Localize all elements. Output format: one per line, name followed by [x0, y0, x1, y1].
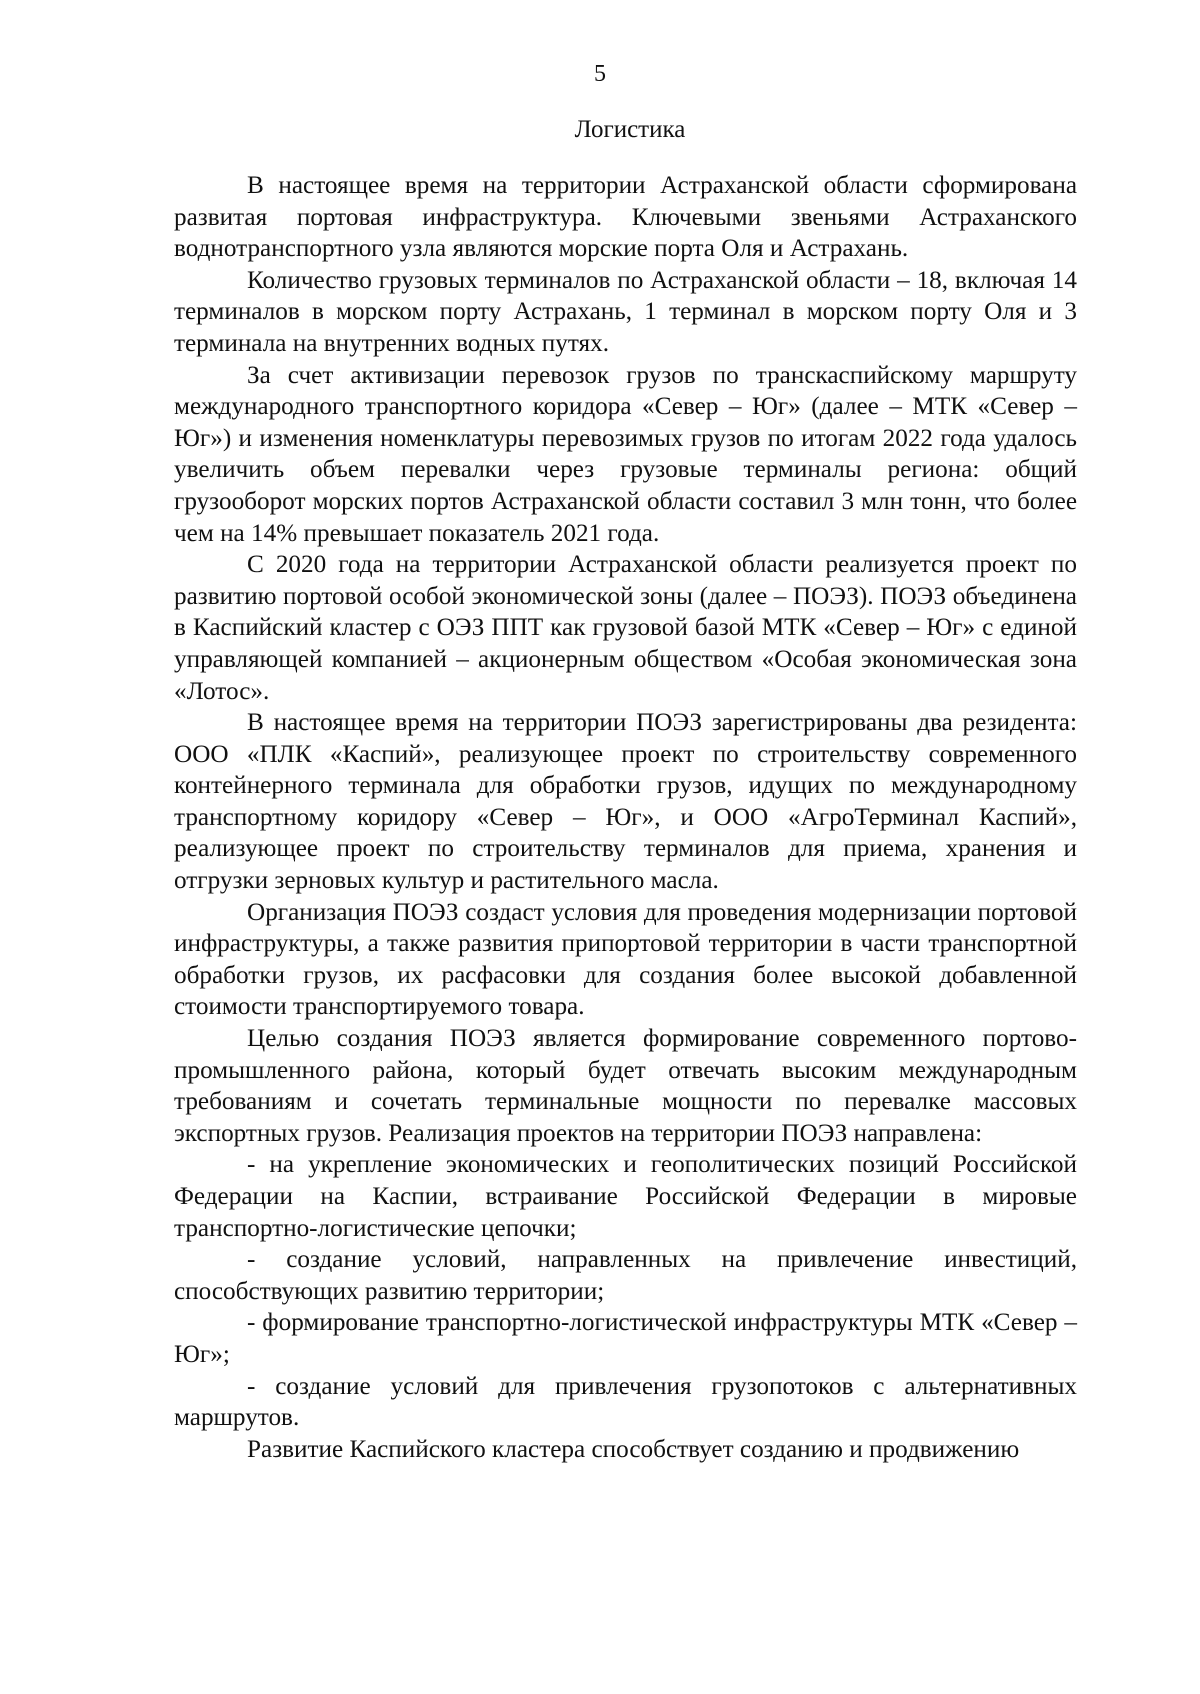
paragraph: Организация ПОЭЗ создаст условия для проведения модернизации портовой инфраструктуры, а также развития припортовой территории в части транспортной обработки грузов, их расфасовки для создания более высокой добавленной стоимости транспортируемого товара.: [174, 898, 1077, 1021]
paragraph: За счет активизации перевозок грузов по транскаспийскому маршруту международного транспортного коридора «Север – Юг» (далее – МТК «Север – Юг») и изменения номенклатуры перевозимых грузов по итогам 2022 года удалось увеличить объем перевалки через грузовые терминалы региона: общий грузооборот морских портов Астраханской области составил 3 млн тонн, что более чем на 14% превышает показатель 2021 года.: [174, 361, 1077, 547]
list-item: - создание условий, направленных на привлечение инвестиций, способствующих развитию территории;: [174, 1246, 1077, 1305]
list-item: - формирование транспортно-логистической инфраструктуры МТК «Север – Юг»;: [174, 1309, 1077, 1368]
paragraph: Целью создания ПОЭЗ является формирование современного портово-промышленного района, который будет отвечать высоким международным требованиям и сочетать терминальные мощности по перевалке массовых экспортных грузов. Реализация проектов на территории ПОЭЗ направлена:: [174, 1025, 1077, 1147]
document-body: [174, 170, 1077, 1465]
paragraph: С 2020 года на территории Астраханской области реализуется проект по развитию портовой особой экономической зоны (далее – ПОЭЗ). ПОЭЗ объединена в Каспийский кластер с ОЭЗ ППТ как грузовой базой МТК «Север – Юг» с единой управляющей компанией – акционерным обществом «Особая экономическая зона «Лотос».: [174, 551, 1077, 705]
page-number: 5: [594, 61, 606, 87]
list-item: - на укрепление экономических и геополитических позиций Российской Федерации на Каспии, встраивание Российской Федерации в мировые транспортно-логистические цепочки;: [174, 1151, 1077, 1242]
list-item: - создание условий для привлечения грузопотоков с альтернативных маршрутов.: [174, 1372, 1077, 1432]
paragraph: Развитие Каспийского кластера способствует созданию и продвижению: [247, 1435, 1020, 1463]
paragraph: В настоящее время на территории Астраханской области сформирована развитая портовая инфраструктура. Ключевыми звеньями Астраханского воднотранспортного узла являются морские порта Оля и Астрахань.: [174, 172, 1077, 263]
paragraph: В настоящее время на территории ПОЭЗ зарегистрированы два резидента: ООО «ПЛК «Каспий», реализующее проект по строительству современного контейнерного терминала для обработки грузов, идущих по международному транспортному коридору «Север – Юг», и ООО «АгроТерминал Каспий», реализующее проект по строительству терминалов для приема, хранения и отгрузки зерновых культур и растительного масла.: [174, 709, 1077, 895]
paragraph: Количество грузовых терминалов по Астраханской области – 18, включая 14 терминалов в морском порту Астрахань, 1 терминал в морском порту Оля и 3 терминала на внутренних водных путях.: [174, 266, 1077, 357]
section-heading: Логистика: [574, 116, 686, 143]
